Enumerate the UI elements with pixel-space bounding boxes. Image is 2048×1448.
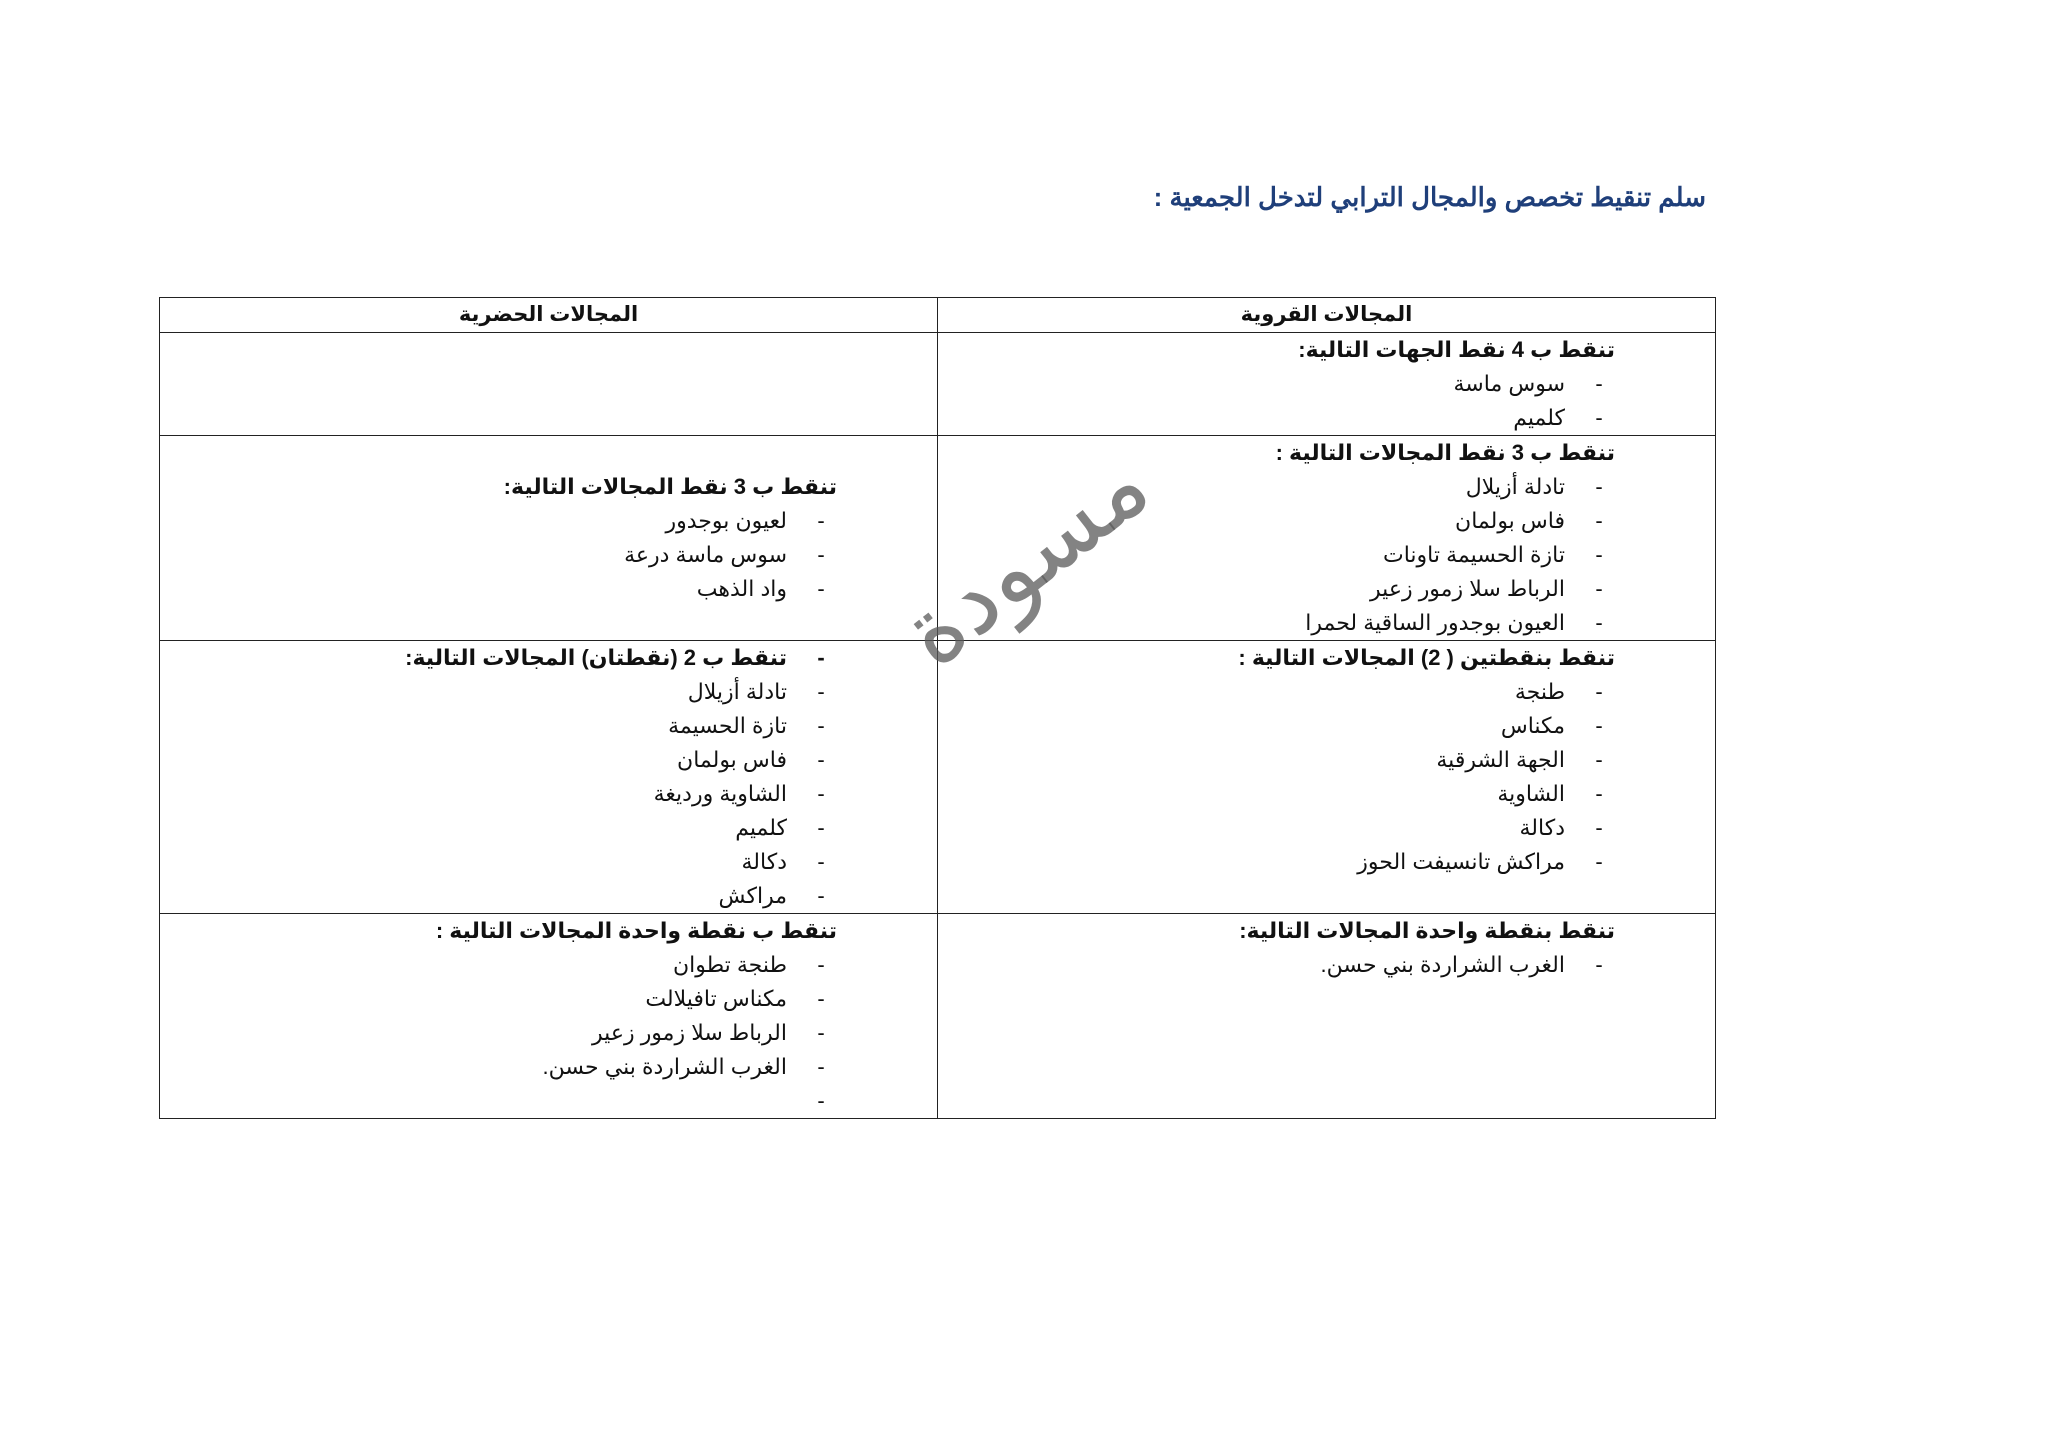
list-item: - مراكش xyxy=(160,879,837,913)
rural-cell xyxy=(938,641,1716,914)
rural-column-header: المجالات القروية xyxy=(938,298,1716,333)
dash-bullet: - xyxy=(817,952,825,977)
dash-bullet: - xyxy=(1595,679,1603,704)
list-item: - لعيون بوجدور xyxy=(160,504,837,538)
list-item: - الرباط سلا زمور زعير xyxy=(938,572,1615,606)
list-item xyxy=(160,1084,837,1118)
dash-bullet: - xyxy=(1595,542,1603,567)
list-item: - الغرب الشراردة بني حسن. xyxy=(938,948,1615,982)
list-item: - تازة الحسيمة xyxy=(160,709,837,743)
list-item: - طنجة تطوان xyxy=(160,948,837,982)
item-list xyxy=(160,675,837,913)
list-item: - سوس ماسة xyxy=(938,367,1615,401)
dash-bullet: - xyxy=(817,815,825,840)
list-item: - تادلة أزيلال xyxy=(938,470,1615,504)
dash-bullet: - xyxy=(817,883,825,908)
list-item: - تازة الحسيمة تاونات xyxy=(938,538,1615,572)
scoring-table xyxy=(159,297,1716,1119)
list-item: - الشاوية xyxy=(938,777,1615,811)
list-item: - سوس ماسة درعة xyxy=(160,538,837,572)
list-item: - دكالة xyxy=(938,811,1615,845)
list-item: - تادلة أزيلال xyxy=(160,675,837,709)
item-list xyxy=(938,367,1615,435)
table-row xyxy=(160,333,1716,436)
page-title: سلم تنقيط تخصص والمجال الترابي لتدخل الجمعية : xyxy=(1153,182,1706,212)
list-item: - العيون بوجدور الساقية لحمرا xyxy=(938,606,1615,640)
dash-bullet: - xyxy=(1595,474,1603,499)
dash-bullet: - xyxy=(1595,952,1603,977)
dash-bullet: - xyxy=(817,781,825,806)
table-row xyxy=(160,641,1716,914)
group-heading: -تنقط ب 2 (نقطتان) المجالات التالية: xyxy=(160,641,837,675)
group-heading: تنقط بنقطة واحدة المجالات التالية: xyxy=(1239,918,1615,943)
dash-bullet: - xyxy=(1595,576,1603,601)
list-item: - فاس بولمان xyxy=(938,504,1615,538)
dash-bullet: - xyxy=(1595,405,1603,430)
dash-bullet: - xyxy=(817,713,825,738)
item-list xyxy=(160,504,837,606)
dash-bullet: - xyxy=(1595,849,1603,874)
group-heading: تنقط ب 3 نقط المجالات التالية : xyxy=(1275,440,1615,465)
dash-bullet: - xyxy=(1595,610,1603,635)
rural-cell xyxy=(938,436,1716,641)
list-item: - مراكش تانسيفت الحوز xyxy=(938,845,1615,879)
dash-bullet: - xyxy=(1595,508,1603,533)
dash-bullet: - xyxy=(817,645,825,670)
item-list xyxy=(938,948,1615,982)
item-list xyxy=(938,470,1615,640)
list-item: - فاس بولمان xyxy=(160,743,837,777)
dash-bullet: - xyxy=(1595,747,1603,772)
list-item: - مكناس تافيلالت xyxy=(160,982,837,1016)
dash-bullet: - xyxy=(817,849,825,874)
dash-bullet: - xyxy=(817,747,825,772)
group-heading: تنقط ب 3 نقط المجالات التالية: xyxy=(503,474,837,499)
list-item: - طنجة xyxy=(938,675,1615,709)
dash-bullet: - xyxy=(1595,371,1603,396)
list-item: - مكناس xyxy=(938,709,1615,743)
item-list xyxy=(938,675,1615,879)
list-item: - دكالة xyxy=(160,845,837,879)
list-item: - الرباط سلا زمور زعير xyxy=(160,1016,837,1050)
dash-bullet: - xyxy=(817,679,825,704)
item-list xyxy=(160,948,837,1118)
list-item: - الشاوية ورديغة xyxy=(160,777,837,811)
dash-bullet: - xyxy=(817,1020,825,1045)
list-item: - الجهة الشرقية xyxy=(938,743,1615,777)
dash-bullet: - xyxy=(817,576,825,601)
group-heading: تنقط ب نقطة واحدة المجالات التالية : xyxy=(435,918,837,943)
rural-cell xyxy=(938,333,1716,436)
urban-cell xyxy=(160,914,938,1119)
group-heading: تنقط ب 4 نقط الجهات التالية: xyxy=(1298,337,1615,362)
dash-bullet: - xyxy=(817,986,825,1011)
table-header-row xyxy=(160,298,1716,333)
dash-bullet: - xyxy=(1595,781,1603,806)
group-heading: تنقط بنقطتين ( 2) المجالات التالية : xyxy=(1238,645,1615,670)
dash-bullet: - xyxy=(817,508,825,533)
table-row xyxy=(160,436,1716,641)
draft-watermark: مسودة xyxy=(880,427,1170,689)
urban-column-header: المجالات الحضرية xyxy=(160,298,938,333)
list-item: - كلميم xyxy=(160,811,837,845)
urban-cell xyxy=(160,436,938,641)
rural-cell xyxy=(938,914,1716,1119)
urban-cell xyxy=(160,641,938,914)
list-item: - واد الذهب xyxy=(160,572,837,606)
urban-cell xyxy=(160,333,938,436)
list-item: - الغرب الشراردة بني حسن. xyxy=(160,1050,837,1084)
dash-bullet: - xyxy=(1595,713,1603,738)
dash-bullet: - xyxy=(817,542,825,567)
list-item: - كلميم xyxy=(938,401,1615,435)
table-row xyxy=(160,914,1716,1119)
dash-bullet: - xyxy=(817,1054,825,1079)
dash-bullet: - xyxy=(1595,815,1603,840)
dash-bullet: - xyxy=(817,1088,825,1113)
